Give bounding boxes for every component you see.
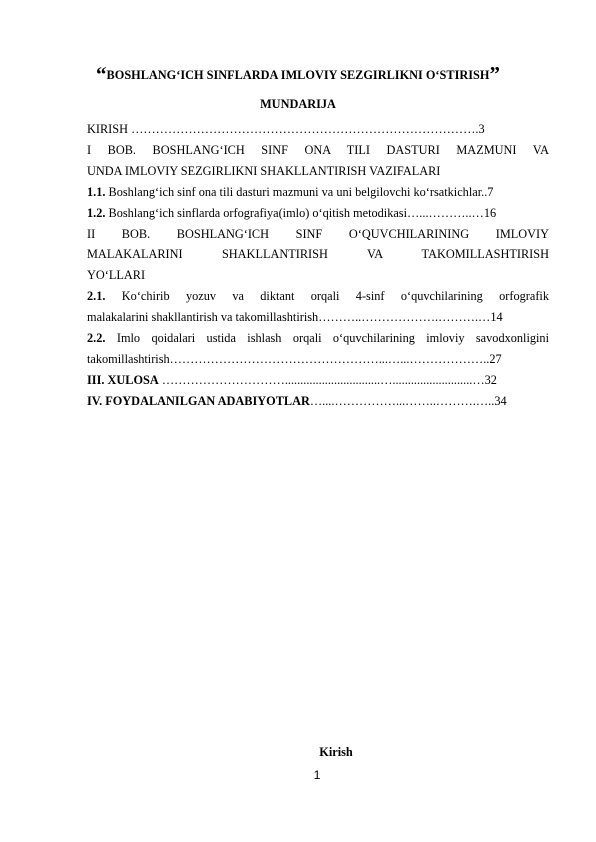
adabiyotlar-label: IV. FOYDALANILGAN ADABIYOTLAR [87,393,310,408]
toc-entry-adabiyotlar[interactable] [87,391,549,412]
section-text-line-1: Ko‘chirib yozuv va diktant orqali 4-sinf o‘quvchilarining orfografik [121,289,549,304]
close-quote: ” [489,62,500,86]
section-text-line-2: takomillashtirish……………………………………………...…...………………..27 [87,351,502,366]
toc-entry-1-1[interactable] [87,182,549,203]
section-text: Boshlang‘ich sinflarda orfografiya(imlo) o‘qitish metodikasi…...………..…16 [108,205,497,220]
section-text: Boshlang‘ich sinf ona tili dasturi mazmuni va uni belgilovchi ko‘rsatkichlar..7 [108,184,494,199]
section-text-line-1: Imlo qoidalari ustida ishlash orqali o‘quvchilarining imloviy savodxonligini [116,331,549,346]
toc-kirish-text: KIRISH ………………………………………………………………………….3 [87,122,485,136]
page-number: 1 [313,768,321,782]
section-number: 1.2. [87,205,106,220]
chapter-1-line-1: I BOB. BOSHLANG‘ICH SINF ONA TILI DASTURI MAZMUNI VA [87,142,549,157]
toc-entry-chapter-1[interactable] [87,140,549,182]
toc-entry-2-2[interactable] [87,328,549,370]
section-heading-kirish: Kirish [319,745,353,759]
document-title [0,62,596,87]
xulosa-label: III. XULOSA [87,372,159,387]
toc-entry-1-2[interactable] [87,203,549,224]
chapter-2-line-2: MALAKALARINI SHAKLLANTIRISH VA TAKOMILLASHTIRISH [87,247,549,262]
toc-entry-2-1[interactable] [87,286,549,328]
adabiyotlar-dots: …....……………...……..……….…..34 [309,393,507,408]
section-text-line-2: malakalarini shakllantirish va takomillashtirish………..……………….……….…14 [87,310,503,325]
open-quote: “ [96,62,107,86]
contents-heading: MUNDARIJA [260,97,336,111]
table-of-contents [87,119,549,412]
section-number: 2.2. [87,331,106,346]
toc-entry-kirish[interactable] [87,119,549,140]
xulosa-dots: …………………………...............................…..........................…32 [161,372,497,387]
toc-entry-chapter-2[interactable] [87,224,549,287]
section-number: 1.1. [87,184,106,199]
toc-entry-xulosa[interactable] [87,370,549,391]
section-number: 2.1. [87,289,106,304]
chapter-2-line-3: YO‘LLARI [87,268,146,283]
chapter-1-line-2: UNDA IMLOVIY SEZGIRLIKNI SHAKLLANTIRISH VAZIFALARI [87,163,441,178]
chapter-2-line-1: II BOB. BOSHLANG‘ICH SINF O‘QUVCHILARINING IMLOVIY [87,226,549,241]
title-text: BOSHLANG‘ICH SINFLARDA IMLOVIY SEZGIRLIKNI O‘STIRISH [106,68,490,82]
